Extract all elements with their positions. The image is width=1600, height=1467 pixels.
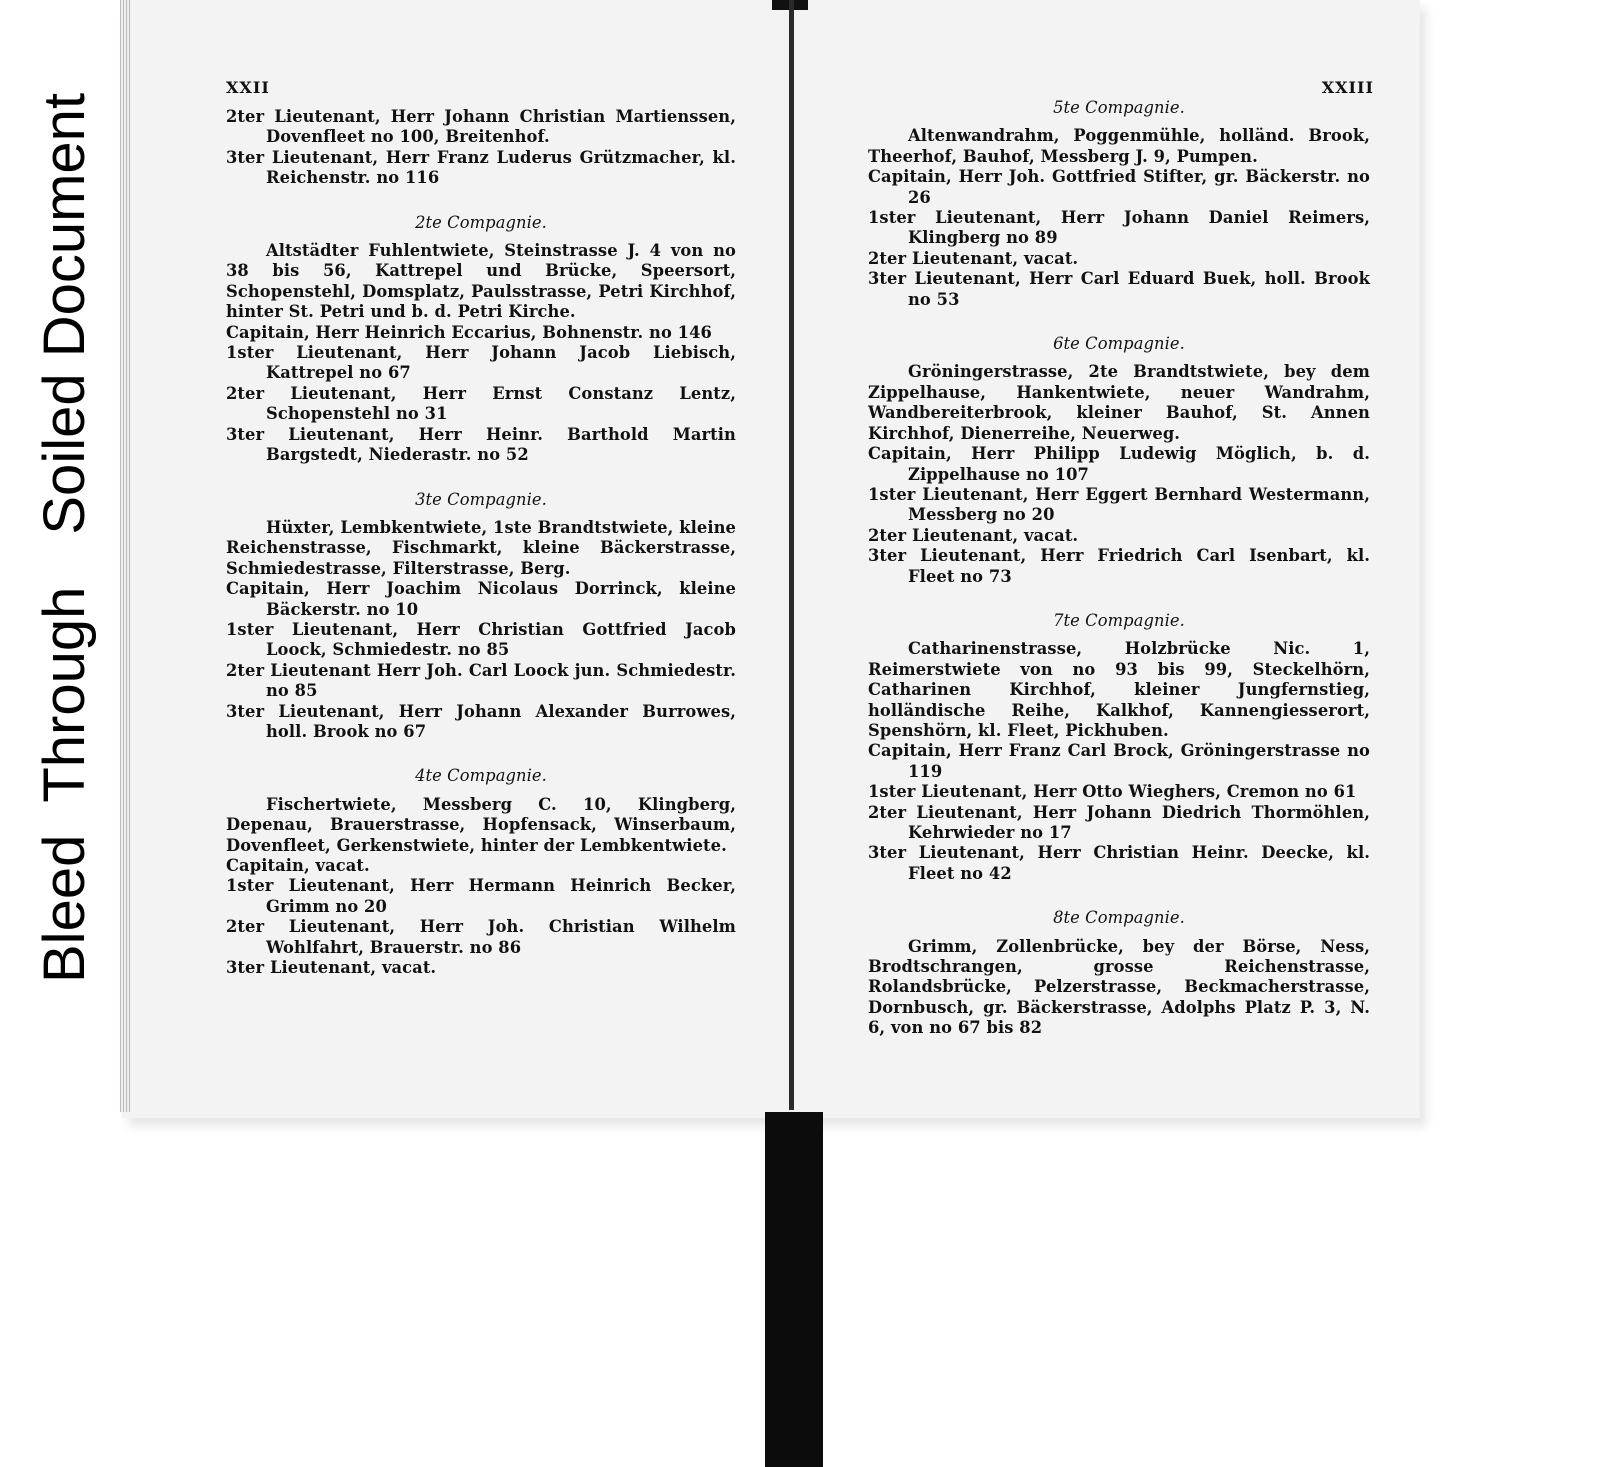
company-heading: 2te Compagnie.	[415, 212, 547, 232]
officer-entry: Capitain, vacat.	[226, 856, 370, 875]
officer-entry: 3ter Lieutenant, Herr Friedrich Carl Isenbart, kl. Fleet no 73	[868, 546, 1370, 586]
district-paragraph: Fischertwiete, Messberg C. 10, Klingberg, Depenau, Brauerstrasse, Hopfensack, Winserbaum, Dovenfleet, Gerkenstwiete, hinter der Lembkentwiete.	[226, 794, 736, 855]
left-page-number: XXII	[226, 78, 270, 97]
officer-entry: 2ter Lieutenant, Herr Ernst Constanz Lentz, Schopenstehl no 31	[226, 383, 736, 424]
right-page-number: XXIII	[1321, 78, 1374, 97]
officer-entry: 1ster Lieutenant, Herr Johann Jacob Liebisch, Kattrepel no 67	[226, 343, 736, 383]
section-spacer	[868, 884, 1370, 908]
district-paragraph: Gröningerstrasse, 2te Brandtstwiete, bey dem Zippelhause, Hankentwiete, neuer Wandrahm, Wandbereiterbrook, kleiner Bauhof, St. Annen Kirchhof, Dienerreihe, Neuerweg.	[868, 362, 1370, 443]
district-paragraph: Hüxter, Lembkentwiete, 1ste Brandtstwiete, kleine Reichenstrasse, Fischmarkt, kleine Bäckerstrasse, Schmiedestrasse, Filterstrasse, Berg.	[226, 517, 736, 578]
side-label-through: Through	[31, 586, 97, 803]
heading-spacer	[226, 787, 736, 795]
company-heading: 5te Compagnie.	[1053, 98, 1185, 117]
section-spacer	[868, 587, 1370, 611]
officer-entry: 2ter Lieutenant, vacat.	[868, 248, 1079, 268]
officer-entry: Capitain, Herr Philipp Ludewig Möglich, b. d. Zippelhause no 107	[868, 444, 1370, 484]
heading-spacer	[226, 510, 736, 518]
page-edge	[120, 0, 130, 1112]
heading-spacer	[868, 929, 1370, 937]
officer-entry: 2ter Lieutenant, Herr Joh. Christian Wilhelm Wohlfahrt, Brauerstr. no 86	[226, 917, 736, 957]
officer-entry: 3ter Lieutenant, Herr Franz Luderus Grützmacher, kl. Reichenstr. no 116	[226, 147, 736, 188]
officer-entry: 3ter Lieutenant, Herr Christian Heinr. Deecke, kl. Fleet no 42	[868, 843, 1370, 883]
book-spine	[789, 0, 794, 1110]
officer-entry: 2ter Lieutenant Herr Joh. Carl Loock jun. Schmiedestr. no 85	[226, 660, 736, 701]
district-paragraph: Altenwandrahm, Poggenmühle, holländ. Brook, Theerhof, Bauhof, Messberg J. 9, Pumpen.	[868, 126, 1370, 166]
section-spacer	[226, 466, 736, 490]
company-heading: 6te Compagnie.	[1053, 334, 1185, 354]
officer-entry: 2ter Lieutenant, Herr Johann Christian Martienssen, Dovenfleet no 100, Breitenhof.	[226, 107, 736, 147]
officer-entry: 3ter Lieutenant, Herr Johann Alexander Burrowes, holl. Brook no 67	[226, 701, 736, 741]
officer-entry: 1ster Lieutenant, Herr Eggert Bernhard Westermann, Messberg no 20	[868, 484, 1370, 525]
side-label-bleed: Bleed	[31, 834, 97, 983]
heading-spacer	[868, 354, 1370, 362]
company-heading: 3te Compagnie.	[415, 489, 547, 509]
section-spacer	[226, 742, 736, 766]
bookmark-ribbon	[765, 1112, 823, 1467]
heading-spacer	[226, 233, 736, 241]
officer-entry: 1ster Lieutenant, Herr Johann Daniel Reimers, Klingberg no 89	[868, 208, 1370, 248]
officer-entry: Capitain, Herr Joh. Gottfried Stifter, gr. Bäckerstr. no 26	[868, 167, 1370, 207]
officer-entry: 3ter Lieutenant, Herr Heinr. Barthold Martin Bargstedt, Niederastr. no 52	[226, 424, 736, 465]
officer-entry: 1ster Lieutenant, Herr Hermann Heinrich Becker, Grimm no 20	[226, 876, 736, 916]
officer-entry: 1ster Lieutenant, Herr Christian Gottfried Jacob Loock, Schmiedestr. no 85	[226, 619, 736, 660]
officer-entry: 3ter Lieutenant, vacat.	[226, 958, 437, 978]
section-spacer	[226, 189, 736, 213]
company-heading: 4te Compagnie.	[415, 766, 547, 786]
heading-spacer	[868, 631, 1370, 639]
district-paragraph: Grimm, Zollenbrücke, bey der Börse, Ness, Brodtschrangen, grosse Reichenstrasse, Rolandsbrücke, Pelzerstrasse, Beckmacherstrasse, Dornbusch, gr. Bäckerstrasse, Adolphs Platz P. 3, N. 6, von no 67 bis 82	[868, 936, 1370, 1038]
officer-entry: 3ter Lieutenant, Herr Carl Eduard Buek, holl. Brook no 53	[868, 269, 1370, 309]
left-page-body	[226, 107, 736, 978]
officer-entry: Capitain, Herr Joachim Nicolaus Dorrinck, kleine Bäckerstr. no 10	[226, 579, 736, 619]
section-spacer	[868, 310, 1370, 334]
district-paragraph: Altstädter Fuhlentwiete, Steinstrasse J. 4 von no 38 bis 56, Kattrepel und Brücke, Speersort, Schopenstehl, Domsplatz, Paulsstrasse, Petri Kirchhof, hinter St. Petri und b. d. Petri Kirche.	[226, 241, 736, 322]
company-heading: 8te Compagnie.	[1053, 908, 1185, 928]
district-paragraph: Catharinenstrasse, Holzbrücke Nic. 1, Reimerstwiete von no 93 bis 99, Steckelhörn, Catharinen Kirchhof, kleiner Jungfernstieg, holländische Reihe, Kalkhof, Kannengiesserort, Spenshörn, kl. Fleet, Pickhuben.	[868, 639, 1370, 740]
officer-entry: 2ter Lieutenant, Herr Johann Diedrich Thormöhlen, Kehrwieder no 17	[868, 802, 1370, 842]
officer-entry: 1ster Lieutenant, Herr Otto Wieghers, Cremon no 61	[868, 782, 1357, 802]
heading-spacer	[868, 118, 1370, 126]
officer-entry: 2ter Lieutenant, vacat.	[868, 525, 1079, 545]
officer-entry: Capitain, Herr Franz Carl Brock, Gröningerstrasse no 119	[868, 741, 1370, 781]
officer-entry: Capitain, Herr Heinrich Eccarius, Bohnenstr. no 146	[226, 322, 712, 342]
company-heading: 7te Compagnie.	[1053, 610, 1185, 630]
side-label	[18, 10, 110, 1015]
right-page-body	[868, 98, 1370, 1039]
side-label-soiled-document: Soiled Document	[31, 92, 97, 535]
